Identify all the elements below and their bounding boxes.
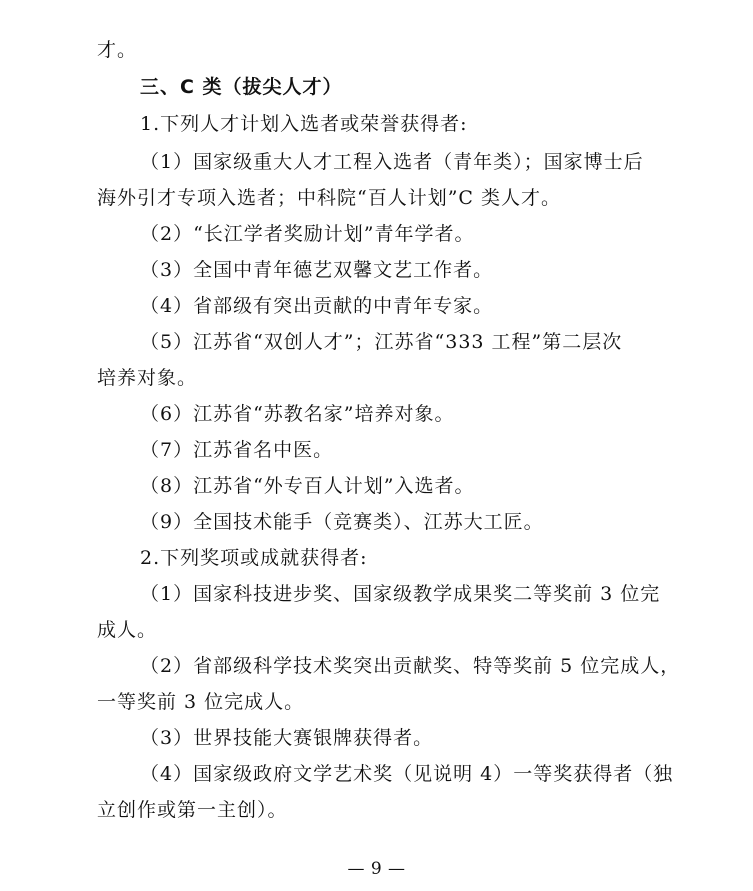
text-line-8: （4）省部级有突出贡献的中青年专家。 <box>140 295 494 317</box>
page-number: — 9 — <box>347 859 406 879</box>
text-line-16: （1）国家科技进步奖、国家级教学成果奖二等奖前 3 位完 <box>140 583 661 605</box>
text-line-19: 一等奖前 3 位完成人。 <box>97 691 305 713</box>
text-line-17: 成人。 <box>97 619 158 641</box>
text-line-21: （4）国家级政府文学艺术奖（见说明 4）一等奖获得者（独 <box>140 763 674 785</box>
text-line-20: （3）世界技能大赛银牌获得者。 <box>140 727 434 749</box>
text-line-6: （2）“长江学者奖励计划”青年学者。 <box>140 223 475 245</box>
text-line-12: （7）江苏省名中医。 <box>140 439 334 461</box>
text-line-5: 海外引才专项入选者；中科院“百人计划”C 类人才。 <box>97 187 562 209</box>
text-line-9: （5）江苏省“双创人才”；江苏省“333 工程”第二层次 <box>140 331 623 353</box>
text-line-18: （2）省部级科学技术奖突出贡献奖、特等奖前 5 位完成人， <box>140 655 681 677</box>
text-line-14: （9）全国技术能手（竞赛类）、江苏大工匠。 <box>140 511 544 533</box>
text-line-13: （8）江苏省“外专百人计划”入选者。 <box>140 475 475 497</box>
text-line-22: 立创作或第一主创）。 <box>97 799 288 821</box>
text-line-4: （1）国家级重大人才工程入选者（青年类）；国家博士后 <box>140 151 644 173</box>
text-line-1: 才。 <box>97 39 138 61</box>
text-line-11: （6）江苏省“苏教名家”培养对象。 <box>140 403 455 425</box>
text-line-7: （3）全国中青年德艺双馨文艺工作者。 <box>140 259 494 281</box>
subsection-heading-1: 1.下列人才计划入选者或荣誉获得者: <box>140 113 468 135</box>
subsection-heading-2: 2.下列奖项或成就获得者: <box>140 547 368 569</box>
text-line-10: 培养对象。 <box>97 367 198 389</box>
section-heading-c: 三、C 类（拔尖人才） <box>140 76 343 98</box>
